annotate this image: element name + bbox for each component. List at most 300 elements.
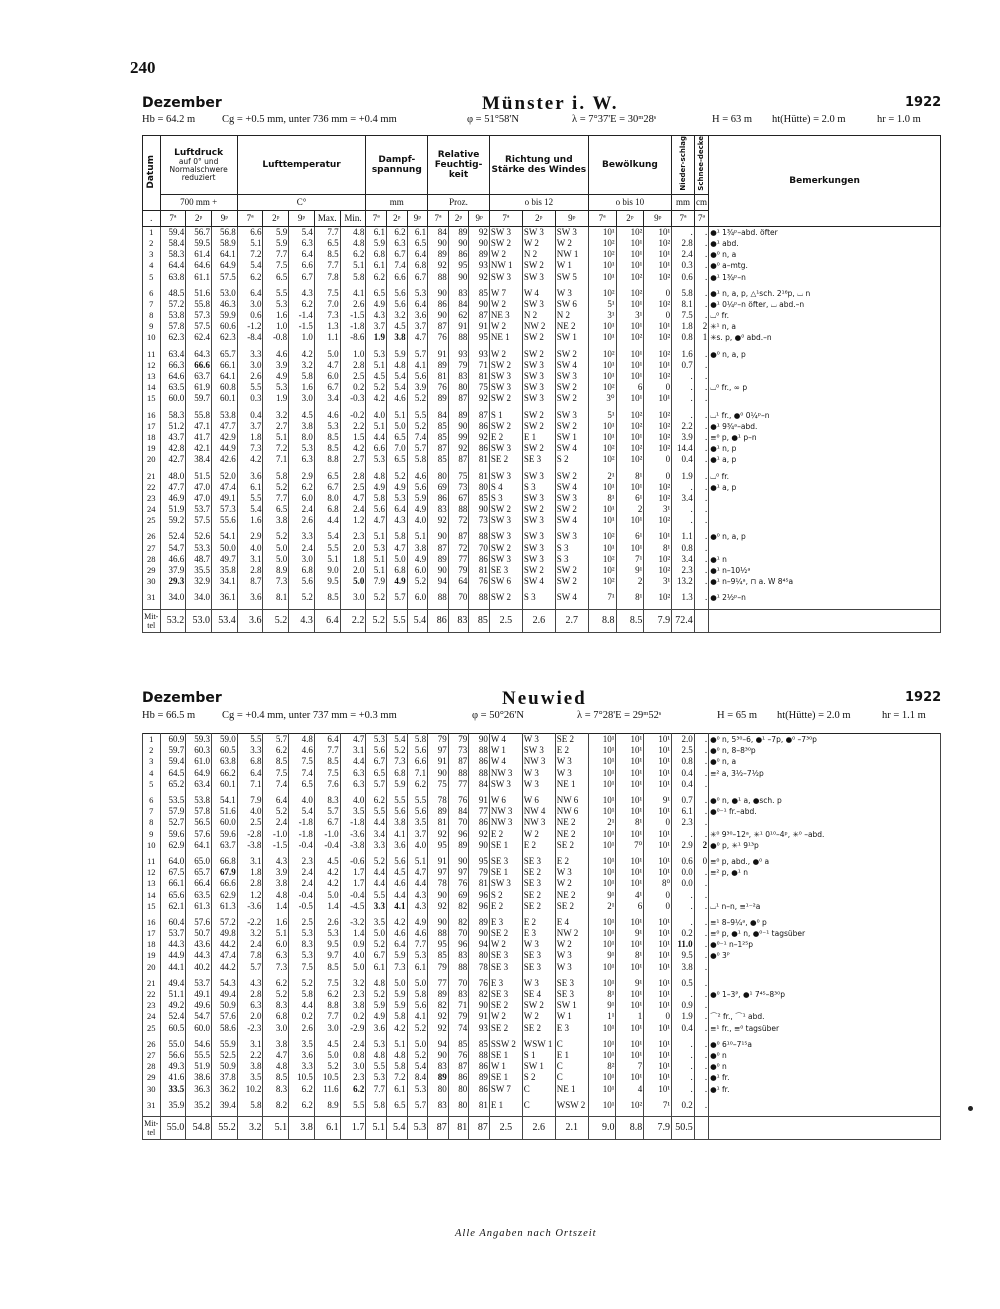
- table-cell: 10¹: [588, 795, 616, 806]
- table-cell: 5.2: [263, 989, 289, 1000]
- table-cell: 6.1: [386, 1083, 407, 1094]
- table-cell: 3.6: [366, 1023, 387, 1034]
- table-cell: 6.4: [386, 939, 407, 950]
- remarks-cell: ●⁰ 6¹⁰–7¹⁵a: [709, 1039, 941, 1050]
- remarks-cell: ≡² a, 3½–7½p: [709, 768, 941, 779]
- table-cell: 84: [428, 410, 449, 421]
- table-cell: 73: [469, 515, 490, 526]
- table-cell: 2.9: [289, 470, 315, 481]
- table-cell: 3.1: [237, 554, 263, 565]
- table-cell: 10¹: [588, 1050, 616, 1061]
- mean-cell: [709, 609, 941, 632]
- table-cell: 5.8: [289, 989, 315, 1000]
- table-row: [143, 989, 941, 1000]
- remarks-cell: ●¹ n: [709, 554, 941, 565]
- table-cell: 8.8: [314, 1000, 340, 1011]
- table-cell: 3.5: [407, 817, 428, 828]
- table-cell: 44.9: [211, 443, 237, 454]
- table-cell: 4.9: [366, 299, 387, 310]
- table-cell: 5.8: [366, 493, 387, 504]
- table-cell: -4.5: [340, 901, 366, 912]
- table-cell: 6.6: [289, 260, 315, 271]
- table-cell: 0.0: [672, 878, 695, 889]
- table-cell: 10²: [616, 443, 644, 454]
- table-cell: 0.8: [672, 543, 695, 554]
- table-cell: 7.7: [366, 1083, 387, 1094]
- table-cell: .: [694, 939, 708, 950]
- table-cell: 8.7: [237, 576, 263, 587]
- table-cell: 4.7: [314, 360, 340, 371]
- table-cell: 10¹: [644, 1061, 672, 1072]
- table-cell: 10¹: [616, 515, 644, 526]
- table-cell: 88: [469, 745, 490, 756]
- table-cell: 6.0: [289, 493, 315, 504]
- table-cell: SE 1: [489, 867, 522, 878]
- table-cell: 4.7: [263, 1050, 289, 1061]
- table-cell: 7.1: [407, 768, 428, 779]
- table-cell: 2.6: [340, 299, 366, 310]
- table-cell: 86: [469, 756, 490, 767]
- table-cell: 91: [469, 321, 490, 332]
- table-cell: 8.5: [314, 592, 340, 603]
- table-cell: 2.8: [340, 470, 366, 481]
- table-cell: 1.4: [314, 901, 340, 912]
- table-cell: 4¹: [616, 889, 644, 900]
- table-cell: W 4: [522, 288, 555, 299]
- col-9p: 9ᵖ: [469, 210, 490, 226]
- table-cell: 10¹: [644, 1072, 672, 1083]
- table-cell: 3.6: [386, 840, 407, 851]
- table-cell: 86: [428, 299, 449, 310]
- table-cell: 10²: [644, 565, 672, 576]
- table-cell: .: [694, 1050, 708, 1061]
- table-cell: 5.0: [263, 554, 289, 565]
- table-cell: 5.0: [387, 421, 408, 432]
- col-9p: 9ᵖ: [555, 210, 588, 226]
- day-cell: 11: [143, 349, 161, 360]
- day-cell: 29: [143, 565, 161, 576]
- table-cell: 10¹: [644, 962, 672, 973]
- meta-hr: hr = 1.0 m: [877, 114, 921, 125]
- table-cell: .: [694, 576, 708, 587]
- table-cell: E 2: [522, 917, 555, 928]
- table-cell: 10¹: [588, 1083, 616, 1094]
- table-cell: 7.7: [314, 260, 340, 271]
- table-cell: 41.7: [186, 432, 212, 443]
- table-cell: SE 1: [489, 840, 522, 851]
- table-cell: 53.7: [186, 504, 212, 515]
- table-cell: 6.6: [366, 443, 387, 454]
- table-cell: 76: [469, 576, 490, 587]
- table-cell: 52.7: [160, 817, 186, 828]
- table-cell: 55.8: [186, 299, 212, 310]
- table-cell: 4.7: [366, 515, 387, 526]
- day-cell: 10: [143, 332, 161, 343]
- table-cell: 6.1: [672, 806, 695, 817]
- remarks-cell: ●¹ 9¾ᵃ–abd.: [709, 421, 941, 432]
- table-cell: 53.7: [186, 978, 212, 989]
- table-cell: 37.8: [211, 1072, 237, 1083]
- table-cell: 1.8: [237, 432, 263, 443]
- table-cell: 6.7: [314, 382, 340, 393]
- day-cell: 13: [143, 371, 161, 382]
- table-cell: 10¹: [588, 978, 616, 989]
- table-cell: 5¹: [588, 299, 616, 310]
- table-cell: 3.8: [263, 1039, 289, 1050]
- table-cell: 6.5: [314, 238, 340, 249]
- day-cell: 2: [143, 238, 161, 249]
- table-cell: 3.2: [237, 928, 263, 939]
- table-cell: .: [694, 493, 708, 504]
- table-cell: 4.5: [366, 371, 387, 382]
- day-cell: 26: [143, 531, 161, 542]
- table-cell: 85: [428, 454, 449, 465]
- table-cell: 8.5: [263, 1072, 289, 1083]
- table-cell: 59.5: [186, 238, 212, 249]
- table-cell: 55.8: [186, 410, 212, 421]
- remarks-cell: ●¹ fr.: [709, 1072, 941, 1083]
- table-cell: 53.5: [160, 795, 186, 806]
- table-cell: 4.4: [289, 1000, 315, 1011]
- table-cell: 5.4: [289, 806, 315, 817]
- table-cell: 4.3: [366, 310, 387, 321]
- table-cell: 0.4: [672, 1023, 695, 1034]
- table-cell: 4.8: [366, 470, 387, 481]
- table-cell: SW 3: [522, 360, 555, 371]
- wind-header: Richtung und Stärke des Windes: [489, 136, 588, 195]
- table-cell: 4.6: [387, 393, 408, 404]
- table-cell: 90: [469, 238, 490, 249]
- table-cell: 90: [469, 840, 490, 851]
- table-cell: 3.6: [407, 310, 428, 321]
- table-cell: -3.6: [340, 829, 366, 840]
- table-cell: 49.4: [211, 989, 237, 1000]
- table-cell: .: [672, 901, 695, 912]
- table-cell: 85: [428, 432, 449, 443]
- table-cell: 7.8: [314, 271, 340, 282]
- table-row: [143, 878, 941, 889]
- table-cell: 80: [448, 1100, 469, 1111]
- table-cell: SW 3: [522, 493, 555, 504]
- table-row: [143, 238, 941, 249]
- table-cell: 81: [469, 878, 490, 889]
- table-cell: 10²: [588, 531, 616, 542]
- table-cell: 6.3: [263, 950, 289, 961]
- table-cell: 87: [448, 1061, 469, 1072]
- table-cell: 4.8: [366, 1050, 387, 1061]
- table-cell: 10.2: [237, 1083, 263, 1094]
- table-row: [143, 493, 941, 504]
- table-cell: 3.7: [366, 321, 387, 332]
- table-row: [143, 950, 941, 961]
- mean-cell: 5.1: [366, 1116, 387, 1139]
- day-cell: 15: [143, 393, 161, 404]
- table-cell: 5¹: [588, 410, 616, 421]
- table-cell: 10²: [588, 576, 616, 587]
- table-cell: C: [522, 1100, 555, 1111]
- table-cell: 0.8: [672, 332, 695, 343]
- table-cell: 2.0: [237, 1011, 263, 1022]
- table-row: [143, 1061, 941, 1072]
- table-cell: 10¹: [588, 756, 616, 767]
- table-cell: 6.4: [289, 249, 315, 260]
- table-cell: 4.7: [340, 734, 366, 746]
- table-cell: 7.7: [263, 249, 289, 260]
- table-cell: 2.0: [340, 565, 366, 576]
- table-cell: W 7: [489, 288, 522, 299]
- table-row: [143, 565, 941, 576]
- table-cell: -1.8: [289, 829, 315, 840]
- table-cell: 60.5: [160, 1023, 186, 1034]
- table-cell: 1.7: [340, 878, 366, 889]
- table-cell: 86: [448, 249, 469, 260]
- table-cell: E 3: [555, 1023, 588, 1034]
- table-cell: -1.8: [340, 321, 366, 332]
- table-cell: 6.2: [340, 249, 366, 260]
- table-cell: 6¹: [616, 531, 644, 542]
- table-cell: 6.5: [407, 238, 428, 249]
- table-cell: 10²: [588, 565, 616, 576]
- table-cell: 10¹: [616, 734, 644, 746]
- table-cell: 5.3: [407, 288, 428, 299]
- table-cell: 4.7: [340, 493, 366, 504]
- table-cell: .: [694, 238, 708, 249]
- table-cell: SW 5: [555, 271, 588, 282]
- table-cell: 10¹: [644, 249, 672, 260]
- table-cell: 0.2: [289, 1011, 315, 1022]
- remarks-cell: [709, 371, 941, 382]
- mean-cell: 72.4: [672, 609, 695, 632]
- table-cell: 5.6: [387, 299, 408, 310]
- day-cell: 28: [143, 554, 161, 565]
- table-cell: 92: [428, 829, 449, 840]
- table-cell: 4.4: [407, 878, 428, 889]
- table-cell: 62.3: [160, 332, 186, 343]
- table-cell: 90: [428, 238, 449, 249]
- table-cell: 44.9: [160, 950, 186, 961]
- table-cell: -0.3: [340, 393, 366, 404]
- table-cell: 0.5: [672, 978, 695, 989]
- table-cell: 10²: [616, 421, 644, 432]
- table-cell: 2.6: [314, 917, 340, 928]
- meta-lambda: λ = 7°37'E = 30ᵐ28ˢ: [572, 114, 657, 125]
- table-cell: 2.4: [289, 543, 315, 554]
- table-cell: 10¹: [588, 432, 616, 443]
- table-row: [143, 543, 941, 554]
- table-cell: SW 3: [489, 226, 522, 238]
- table-cell: SE 2: [555, 901, 588, 912]
- table-cell: 80: [469, 950, 490, 961]
- mean-cell: 50.5: [672, 1116, 695, 1139]
- snow-header: Schnee-decke: [694, 136, 708, 195]
- table-cell: 41.6: [160, 1072, 186, 1083]
- table-cell: 86: [469, 421, 490, 432]
- table-cell: 0.4: [672, 779, 695, 790]
- table-cell: 2: [616, 504, 644, 515]
- table-cell: 43.7: [160, 432, 186, 443]
- table-cell: SE 3: [555, 978, 588, 989]
- table-cell: 64.5: [160, 768, 186, 779]
- table-cell: SE 2: [522, 867, 555, 878]
- table-cell: 54.1: [211, 531, 237, 542]
- table-cell: .: [672, 226, 695, 238]
- table-row: [143, 734, 941, 746]
- meta-phi: φ = 51°58'N: [467, 114, 519, 125]
- remarks-cell: ●⁰ n, ●¹ a, ●sch. p: [709, 795, 941, 806]
- table-cell: 1: [694, 332, 708, 343]
- table-cell: SW 3: [555, 493, 588, 504]
- table-cell: 1.9: [672, 470, 695, 481]
- table-cell: 4.3: [387, 515, 408, 526]
- table-row: [143, 576, 941, 587]
- day-cell: 23: [143, 493, 161, 504]
- table-cell: 4.4: [366, 817, 387, 828]
- table-cell: 81: [469, 1100, 490, 1111]
- table-cell: .: [694, 271, 708, 282]
- table-cell: NW 4: [522, 806, 555, 817]
- table-cell: 57.6: [211, 1011, 237, 1022]
- table-cell: 42.1: [186, 443, 212, 454]
- table-cell: 10²: [588, 443, 616, 454]
- remarks-cell: ≡¹ fr., ≡⁰ tagsüber: [709, 1023, 941, 1034]
- table-cell: 10¹: [616, 745, 644, 756]
- table-cell: 5.6: [407, 482, 428, 493]
- table-cell: 6.4: [314, 734, 340, 746]
- table-cell: 10¹: [644, 928, 672, 939]
- table-cell: 5.1: [407, 856, 428, 867]
- table-cell: SW 4: [555, 592, 588, 603]
- remarks-cell: ✳¹ n, a: [709, 321, 941, 332]
- table-cell: 6.6: [237, 226, 263, 238]
- day-cell: 15: [143, 901, 161, 912]
- table-cell: 7.7: [314, 745, 340, 756]
- table-cell: 6.7: [387, 249, 408, 260]
- table-cell: 10.5: [314, 1072, 340, 1083]
- table-cell: 87: [448, 454, 469, 465]
- table-cell: SW 3: [522, 393, 555, 404]
- table-cell: 90: [428, 917, 449, 928]
- table-cell: W 3: [522, 779, 555, 790]
- table-cell: 5.1: [386, 1039, 407, 1050]
- table-cell: 7.1: [237, 779, 263, 790]
- table-cell: 6.5: [366, 288, 387, 299]
- table-cell: 3.6: [289, 1050, 315, 1061]
- table-cell: WSW 2: [555, 1100, 588, 1111]
- table-cell: .: [694, 817, 708, 828]
- col-7a: 7ª: [672, 210, 695, 226]
- meta-hr: hr = 1.1 m: [882, 710, 926, 721]
- mean-cell: 7.9: [644, 609, 672, 632]
- day-cell: 21: [143, 978, 161, 989]
- table-cell: SW 2: [555, 382, 588, 393]
- table-cell: 50.0: [211, 543, 237, 554]
- table-cell: S 3: [522, 482, 555, 493]
- table-cell: 75: [448, 470, 469, 481]
- table-cell: 81: [469, 371, 490, 382]
- remarks-cell: ⌒² fr., ⌒¹ abd.: [709, 1011, 941, 1022]
- table-cell: 3.7: [407, 321, 428, 332]
- table-cell: E 3: [489, 978, 522, 989]
- table-cell: 61.0: [186, 756, 212, 767]
- table-cell: 89: [469, 249, 490, 260]
- table-cell: 5.1: [366, 360, 387, 371]
- table-cell: 10¹: [616, 1023, 644, 1034]
- table-cell: 80: [448, 382, 469, 393]
- table-cell: 8.5: [314, 962, 340, 973]
- table-cell: 96: [448, 829, 469, 840]
- table-cell: 10¹: [616, 432, 644, 443]
- table-row: [143, 299, 941, 310]
- table-cell: 1¹: [588, 1011, 616, 1022]
- meta-h: H = 65 m: [717, 710, 758, 721]
- table-cell: 6.7: [314, 482, 340, 493]
- table-cell: 10²: [588, 454, 616, 465]
- remarks-cell: ⌴¹ n–n, ≡¹⁻²a: [709, 901, 941, 912]
- table-cell: 59.3: [186, 734, 212, 746]
- table-cell: 5.6: [289, 576, 315, 587]
- table-cell: .: [672, 504, 695, 515]
- table-cell: 5.4: [386, 734, 407, 746]
- table-cell: 10¹: [644, 260, 672, 271]
- remarks-cell: ⌴⁰ fr., ∞ p: [709, 382, 941, 393]
- table-cell: W 2: [555, 939, 588, 950]
- table-cell: NW 1: [489, 260, 522, 271]
- table-cell: 2.4: [263, 817, 289, 828]
- table-cell: 86: [469, 1083, 490, 1094]
- table-cell: 81: [469, 470, 490, 481]
- table-cell: 5.7: [407, 1100, 428, 1111]
- table-cell: 4.1: [386, 901, 407, 912]
- table-cell: E 3: [489, 917, 522, 928]
- table-row: [143, 288, 941, 299]
- table-cell: 92: [469, 829, 490, 840]
- weather-table-neuwied: [142, 733, 941, 1140]
- table-cell: 5.0: [387, 554, 408, 565]
- table-cell: 60.0: [160, 393, 186, 404]
- table-cell: 8¹: [616, 592, 644, 603]
- table-cell: E 3: [522, 928, 555, 939]
- table-cell: 10¹: [644, 1000, 672, 1011]
- table-cell: 2.8: [340, 360, 366, 371]
- mean-cell: 9.0: [588, 1116, 616, 1139]
- table-cell: 5.5: [263, 288, 289, 299]
- table-row: [143, 504, 941, 515]
- table-cell: 5.1: [366, 565, 387, 576]
- table-cell: .: [694, 531, 708, 542]
- table-cell: SE 2: [489, 928, 522, 939]
- table-cell: 6.2: [289, 1083, 315, 1094]
- table-cell: 7.7: [314, 226, 340, 238]
- table-cell: 10¹: [644, 745, 672, 756]
- table-cell: SW 3: [555, 410, 588, 421]
- table-cell: 2.5: [289, 917, 315, 928]
- day-cell: 30: [143, 1083, 161, 1094]
- day-cell: 4: [143, 260, 161, 271]
- table-cell: 5.6: [366, 504, 387, 515]
- humidity-unit: Proz.: [428, 194, 490, 210]
- table-cell: .: [694, 288, 708, 299]
- table-cell: 10¹: [588, 332, 616, 343]
- table-cell: .: [694, 454, 708, 465]
- table-cell: 2.6: [237, 371, 263, 382]
- table-cell: 79: [448, 360, 469, 371]
- remarks-header: Bemerkungen: [709, 136, 941, 227]
- table-cell: S 1: [489, 410, 522, 421]
- table-cell: 3⁰: [588, 393, 616, 404]
- table-cell: 50.9: [211, 1000, 237, 1011]
- table-cell: SW 3: [522, 543, 555, 554]
- day-cell: 20: [143, 962, 161, 973]
